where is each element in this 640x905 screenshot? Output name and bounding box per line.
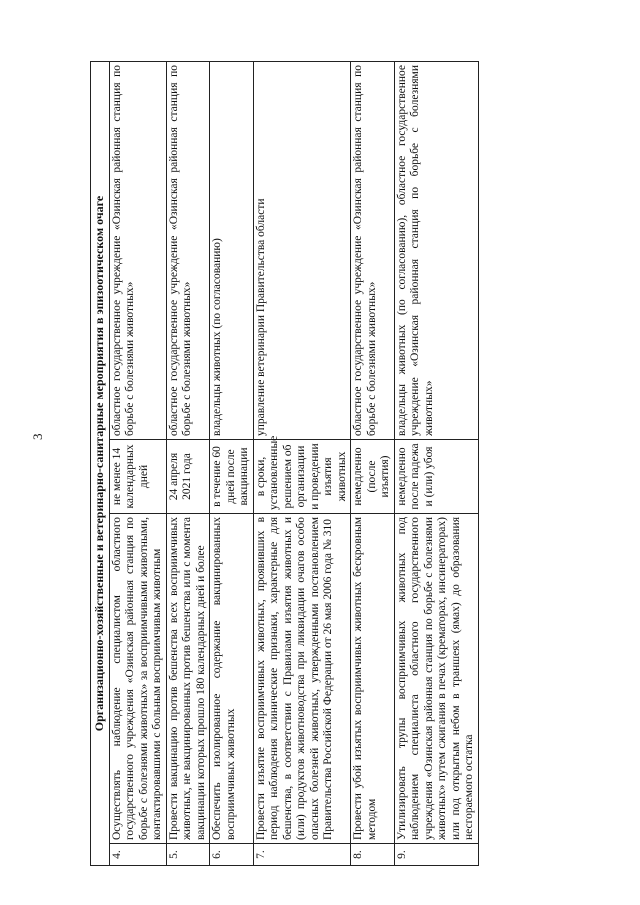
table-row — [109, 62, 166, 866]
row-number: 8. — [351, 844, 395, 866]
row-term: 24 апреля 2021 года — [166, 440, 210, 514]
table-row — [166, 62, 210, 866]
row-responsible: владельцы животных (по согласованию) — [210, 62, 254, 440]
row-number: 7. — [253, 844, 351, 866]
row-term: не менее 14 календарных дней — [109, 440, 166, 514]
row-responsible: управление ветеринарии Правительства области — [253, 62, 351, 440]
row-number: 4. — [109, 844, 166, 866]
row-number: 9. — [394, 844, 478, 866]
row-number: 6. — [210, 844, 254, 866]
row-term: немедленно после падежа и (или) убоя — [394, 440, 478, 514]
row-action: Провести убой изъятых восприимчивых животных бескровным методом — [351, 514, 395, 844]
row-term: в течение 60 дней после вакцинации — [210, 440, 254, 514]
row-action: Обеспечить изолированное содержание вакцинированных восприимчивых животных — [210, 514, 254, 844]
table-row — [351, 62, 395, 866]
row-action: Провести вакцинацию против бешенства всех восприимчивых животных, не вакцинированных против бешенства или с момента вакцинации которых прошло 180 календарных дней и более — [166, 514, 210, 844]
section-title: Организационно-хозяйственные и ветеринарно-санитарные мероприятия в эпизоотическом очаге — [91, 62, 110, 866]
row-responsible: областное государственное учреждение «Озинская районная станция по борьбе с болезнями животных» — [166, 62, 210, 440]
page-number: 3 — [30, 433, 45, 440]
table-row — [253, 62, 351, 866]
row-term: немедленно (после изъятия) — [351, 440, 395, 514]
table-row — [210, 62, 254, 866]
row-action: Утилизировать трупы восприимчивых животных под наблюдением специалиста областного государственного учреждения «Озинская районная станция по борьбе с болезнями животных» путем сжигания в печах (крематорах, инсинераторах) или под открытым небом в траншеях (ямах) до образования несгораемого остатка — [394, 514, 478, 844]
table-body — [109, 62, 478, 866]
measures-table — [90, 61, 479, 866]
row-responsible: областное государственное учреждение «Озинская районная станция по борьбе с болезнями животных» — [109, 62, 166, 440]
row-number: 5. — [166, 844, 210, 866]
table-row — [394, 62, 478, 866]
row-action: Осуществлять наблюдение специалистом областного государственного учреждения «Озинская районная станция по борьбе с болезнями животных» за восприимчивыми животными, контактировавшими с больным восприимчивым животным — [109, 514, 166, 844]
row-term: в сроки, установленные решением об организации и проведении изъятия животных — [253, 440, 351, 514]
section-header-row — [91, 62, 110, 866]
row-responsible: владельцы животных (по согласованию), областное государственное учреждение «Озинская районная станция по борьбе с болезнями животных» — [394, 62, 478, 440]
rotated-page-content — [90, 61, 610, 866]
row-action: Провести изъятие восприимчивых животных, проявивших в период наблюдения клинические признаки, характерные для бешенства, в соответствии с Правилами изъятия животных и (или) продуктов животноводства при ликвидации очагов особо опасных болезней животных, утвержденными постановлением Правительства Российской Федерации от 26 мая 2006 года № 310 — [253, 514, 351, 844]
row-responsible: областное государственное учреждение «Озинская районная станция по борьбе с болезнями животных» — [351, 62, 395, 440]
